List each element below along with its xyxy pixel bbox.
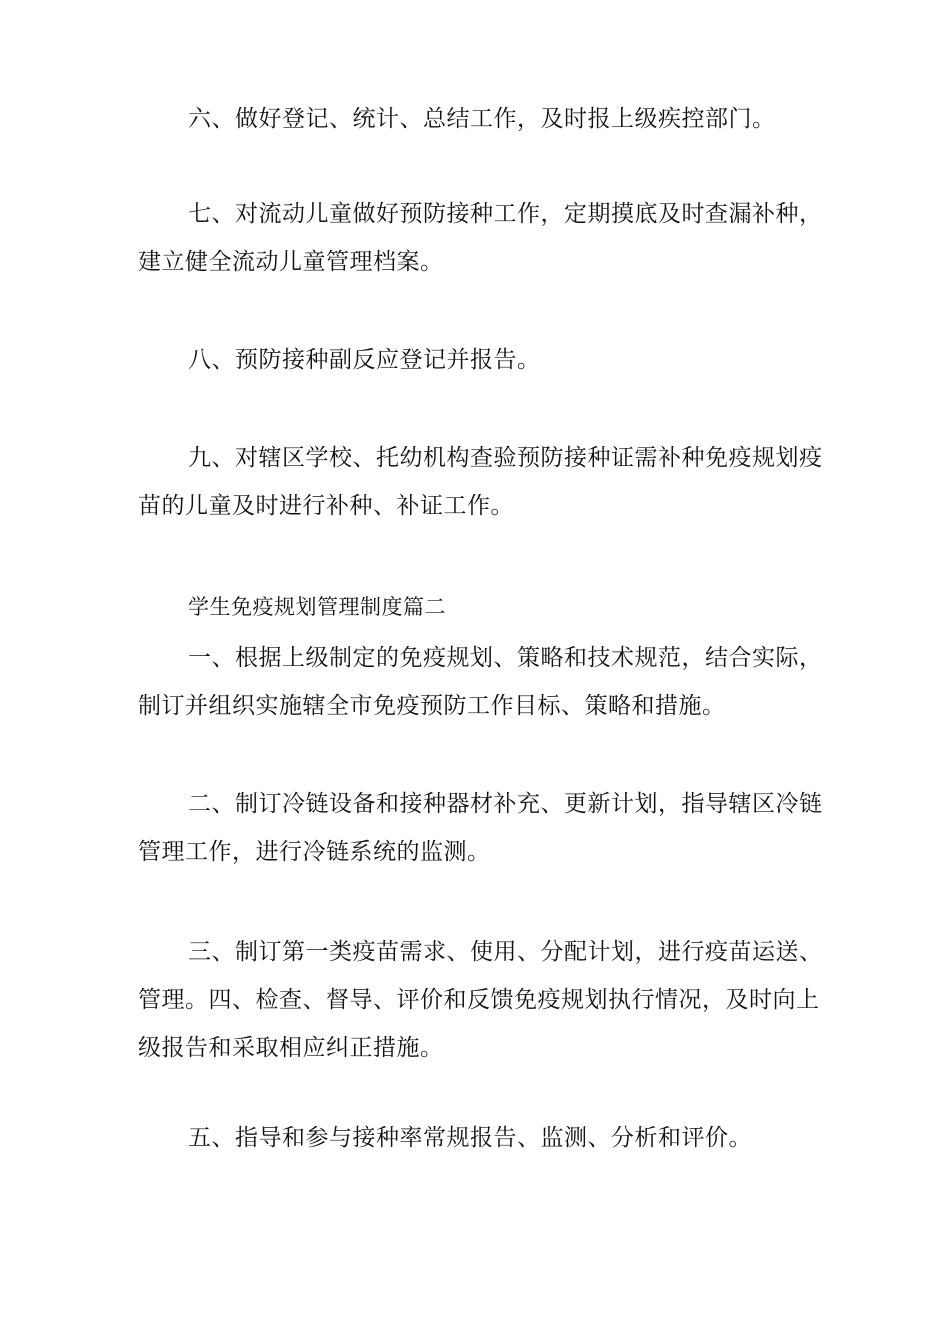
section-two-item-five: 五、指导和参与接种率常规报告、监测、分析和评价。: [188, 1125, 752, 1151]
section-two-item-one: 一、根据上级制定的免疫规划、策略和技术规范，结合实际，制订并组织实施辖全市免疫预防工作目标、策略和措施。: [138, 645, 823, 719]
section-two-item-two: 二、制订冷链设备和接种器材补充、更新计划，指导辖区冷链管理工作，进行冷链系统的监测。: [138, 791, 823, 865]
paragraph-six: 六、做好登记、统计、总结工作，及时报上级疾控部门。: [188, 106, 776, 132]
paragraph-nine: 九、对辖区学校、托幼机构查验预防接种证需补种免疫规划疫苗的儿童及时进行补种、补证工作。: [138, 445, 823, 519]
paragraph-eight: 八、预防接种副反应登记并报告。: [188, 347, 541, 373]
section-two-item-three: 三、制订第一类疫苗需求、使用、分配计划，进行疫苗运送、管理。四、检查、督导、评价和反馈免疫规划执行情况，及时向上级报告和采取相应纠正措施。: [138, 939, 823, 1061]
paragraph-seven: 七、对流动儿童做好预防接种工作，定期摸底及时查漏补种，建立健全流动儿童管理档案。: [138, 201, 823, 275]
section-title: 学生免疫规划管理制度篇二: [188, 595, 446, 619]
